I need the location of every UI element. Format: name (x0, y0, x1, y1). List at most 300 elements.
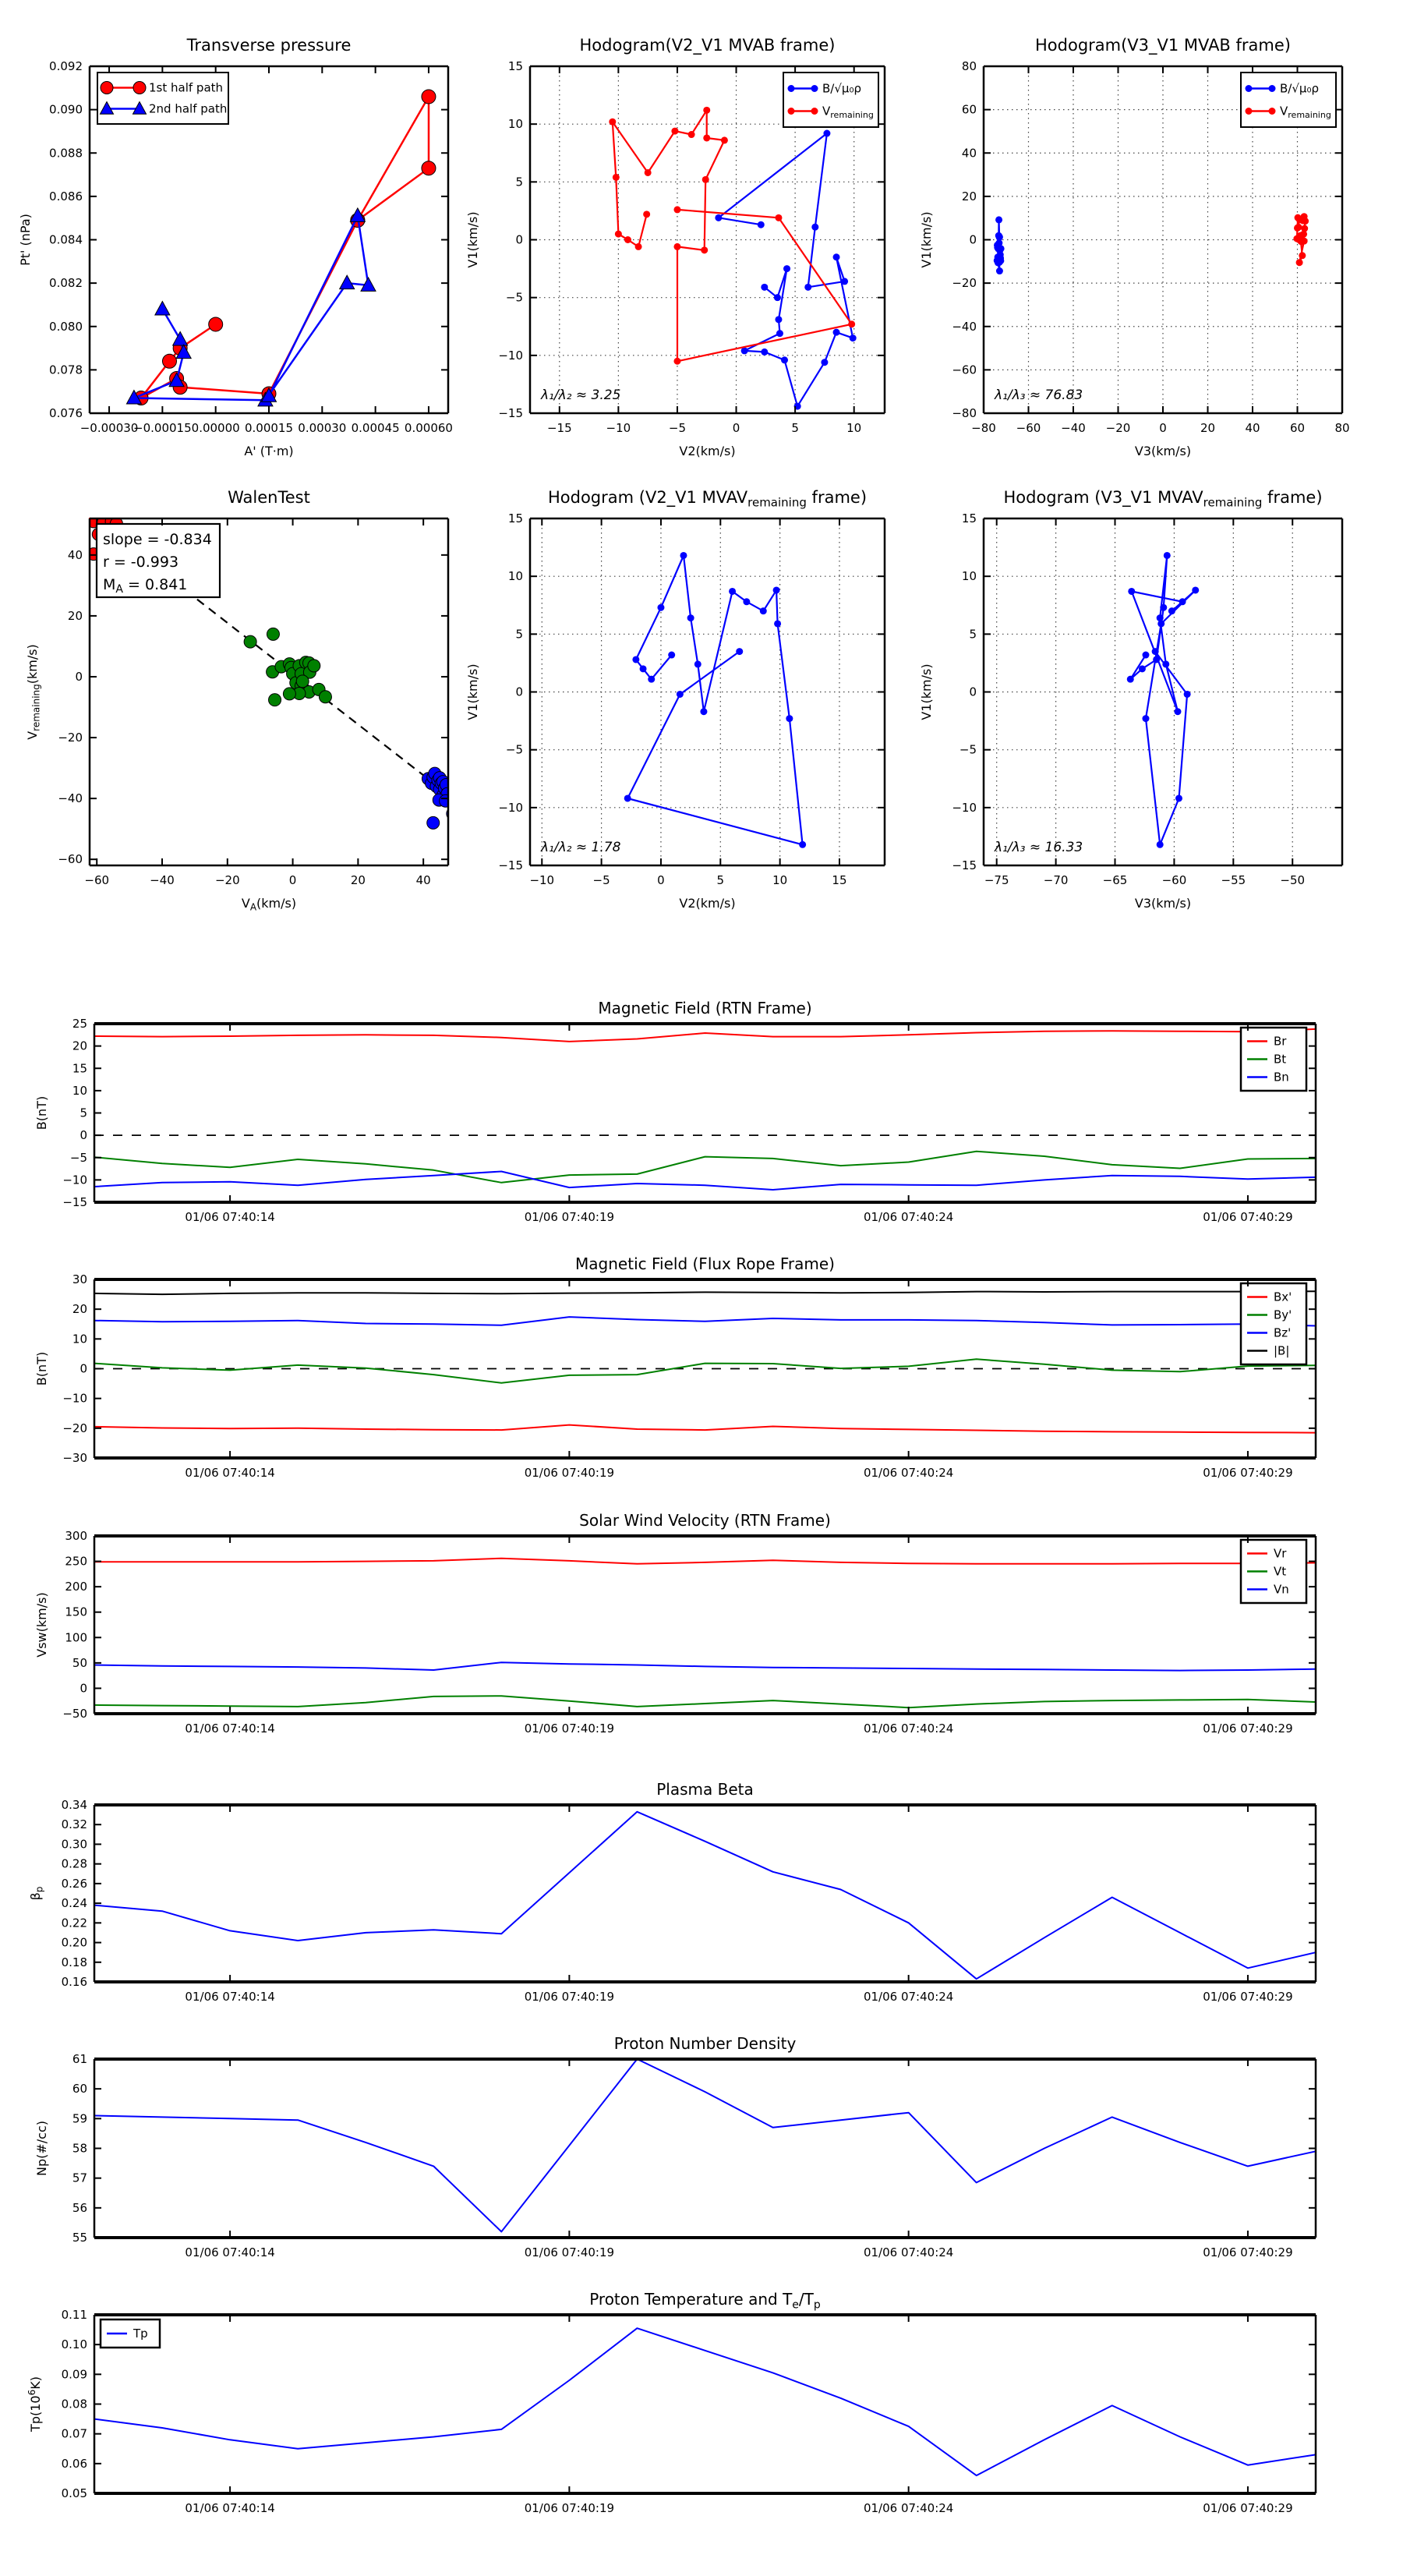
series-Vt (94, 1696, 1316, 1707)
ytick-label: 61 (72, 2052, 87, 2066)
point-marker (1157, 614, 1164, 621)
ytick-label: 56 (72, 2200, 87, 2215)
xtick-label: −0.00030 (80, 421, 139, 435)
x-axis-label: V3(km/s) (1134, 896, 1192, 911)
xtick-label: 15 (832, 873, 847, 887)
panel-proton-temperature (27, 2290, 1316, 2515)
point-marker (848, 320, 855, 327)
panel-magnetic-field-rtn (34, 999, 1316, 1224)
point-marker (811, 108, 818, 115)
series-2nd half path (134, 216, 369, 400)
point-marker (781, 356, 788, 363)
ytick-label: 40 (67, 547, 83, 562)
xtick-label: −10 (529, 873, 555, 887)
xtick-label: 10 (846, 421, 862, 435)
ytick-label: −5 (959, 742, 977, 757)
xtick-label: 10 (772, 873, 788, 887)
point-marker (736, 648, 743, 655)
panel-hodogram-v2v1-mvav-remaining (465, 488, 885, 911)
xtick-label: 0.00015 (244, 421, 294, 435)
xtick-label: 60 (1289, 421, 1306, 435)
series-beta_p (94, 1812, 1316, 1979)
ytick-label: 0.086 (49, 189, 83, 203)
ytick-label: −15 (498, 858, 523, 872)
xtick-label: 01/06 07:40:19 (524, 1721, 615, 1736)
point-marker (715, 214, 722, 221)
ytick-label: 0.09 (61, 2367, 87, 2382)
panel-title: Hodogram (V2_V1 $MVAV_{remaining}$ frame) (547, 488, 868, 510)
ytick-label: −15 (498, 406, 523, 420)
y-axis-label: B(nT) (34, 1095, 49, 1131)
ytick-label: 150 (65, 1605, 87, 1619)
point-marker (1128, 588, 1135, 595)
xtick-label: 0 (288, 873, 297, 887)
point-marker (821, 359, 828, 366)
panel-magnetic-field-flux-rope (34, 1254, 1316, 1480)
point-marker (729, 588, 736, 595)
point-marker (1164, 552, 1171, 559)
ytick-label: −10 (62, 1391, 87, 1406)
ytick-label: −60 (952, 363, 977, 377)
ytick-label: 0.082 (49, 276, 83, 291)
legend-label: $V_{remaining}$ (822, 104, 874, 120)
xtick-label: −5 (592, 873, 610, 887)
ytick-label: 57 (72, 2171, 87, 2185)
legend-label: By' (1274, 1307, 1292, 1322)
xtick-label: −60 (1161, 873, 1187, 887)
y-axis-label: V1(km/s) (919, 663, 934, 720)
y-axis-label: Np(#/cc) (34, 2121, 49, 2176)
ytick-label: 0 (80, 1361, 87, 1376)
xtick-label: −20 (214, 873, 240, 887)
stats-line: slope = -0.834 (103, 531, 212, 548)
point-marker (632, 656, 639, 663)
ytick-label: −10 (62, 1173, 87, 1187)
xtick-label: −50 (1280, 873, 1306, 887)
ytick-label: 10 (72, 1083, 87, 1098)
ytick-label: 58 (72, 2141, 87, 2156)
panel-proton-number-density (34, 2034, 1316, 2259)
series-V_{remaining} (613, 110, 852, 361)
x-axis-label: V3(km/s) (1134, 444, 1192, 458)
point-marker (1179, 598, 1186, 605)
point-marker (774, 620, 781, 627)
legend-label: |B| (1274, 1343, 1290, 1358)
panel-walen-test (25, 488, 459, 913)
panel-title: Hodogram (V3_V1 $MVAV_{remaining}$ frame) (1003, 488, 1323, 510)
series-Br (94, 1029, 1316, 1042)
point-marker (850, 334, 857, 341)
ytick-label: 10 (72, 1332, 87, 1346)
xtick-label: 01/06 07:40:14 (185, 2245, 275, 2259)
point-marker (673, 243, 680, 250)
ytick-label: 0 (75, 669, 83, 684)
point-marker (635, 243, 642, 250)
point-marker (1162, 660, 1169, 667)
legend-label: Bx' (1274, 1290, 1292, 1304)
xtick-label: 40 (1245, 421, 1260, 435)
point-marker (811, 85, 818, 92)
point-marker (743, 598, 750, 605)
ytick-label: 0.088 (49, 146, 83, 161)
point-marker (1153, 656, 1160, 663)
xtick-label: 01/06 07:40:29 (1203, 1210, 1293, 1224)
ytick-label: 10 (507, 117, 523, 132)
series-|B| (94, 1291, 1316, 1294)
point-marker (1152, 648, 1159, 655)
point-marker (645, 169, 652, 176)
point-marker (162, 354, 176, 368)
panel-title: Proton Number Density (613, 2034, 797, 2053)
panel-title: Transverse pressure (186, 36, 352, 55)
point-marker (773, 586, 780, 593)
ytick-label: 0.078 (49, 363, 83, 377)
point-marker (1142, 652, 1149, 659)
ytick-label: 0.06 (61, 2456, 87, 2471)
point-marker (1168, 607, 1175, 614)
legend-label: Tp (133, 2327, 148, 2341)
point-marker (422, 90, 436, 104)
point-marker (668, 652, 675, 659)
point-marker (673, 358, 680, 365)
stats-line: $M_A = 0.841$ (103, 576, 188, 596)
xtick-label: 01/06 07:40:14 (185, 1990, 275, 2004)
xtick-label: 01/06 07:40:29 (1203, 1721, 1293, 1736)
xtick-label: 01/06 07:40:24 (863, 1990, 954, 2004)
point-marker (688, 131, 695, 138)
ytick-label: 0.090 (49, 102, 83, 117)
xtick-label: 01/06 07:40:14 (185, 1721, 275, 1736)
point-marker (1174, 708, 1181, 715)
ytick-label: 5 (515, 627, 523, 642)
point-marker (308, 660, 320, 672)
ytick-label: 20 (67, 608, 83, 623)
xtick-label: 01/06 07:40:24 (863, 2245, 954, 2259)
ytick-label: 20 (72, 1302, 87, 1317)
ytick-label: 0.05 (61, 2486, 87, 2500)
point-marker (1139, 665, 1146, 672)
xtick-label: −55 (1221, 873, 1246, 887)
y-axis-label: $V_{remaining}(km/s)$ (25, 644, 42, 740)
ytick-label: 0.32 (61, 1817, 87, 1832)
point-marker (643, 211, 650, 218)
ytick-label: 0.08 (61, 2397, 87, 2411)
point-marker (673, 206, 680, 213)
y-axis-label: Pt' (nPa) (18, 214, 33, 266)
xtick-label: 5 (791, 421, 799, 435)
ytick-label: 0.080 (49, 319, 83, 334)
series-Bn (94, 1172, 1316, 1191)
ytick-label: −40 (58, 791, 83, 806)
ytick-label: 20 (72, 1039, 87, 1053)
legend-label: Vt (1274, 1564, 1287, 1579)
xtick-label: 01/06 07:40:19 (524, 2245, 615, 2259)
point-marker (998, 245, 1005, 252)
point-marker (624, 236, 631, 243)
legend-label: Bz' (1274, 1325, 1292, 1340)
point-marker (841, 278, 848, 285)
panel-hodogram-v3v1-mvav-remaining (919, 488, 1342, 911)
triangle-marker (155, 302, 170, 316)
ytick-label: 59 (72, 2111, 87, 2126)
ytick-label: −15 (952, 858, 977, 872)
ytick-label: 0.28 (61, 1856, 87, 1871)
legend-label: Br (1274, 1034, 1287, 1049)
ytick-label: −60 (58, 852, 83, 867)
ytick-label: 15 (961, 511, 977, 525)
point-marker (1127, 676, 1134, 683)
xtick-label: −75 (984, 873, 1009, 887)
point-marker (701, 246, 708, 253)
point-marker (133, 82, 146, 94)
panel-title: Proton Temperature and $T_e/T_p$ (589, 2290, 821, 2312)
ytick-label: 60 (72, 2082, 87, 2097)
point-marker (694, 660, 702, 667)
ytick-label: −5 (505, 742, 523, 757)
xtick-label: 0 (1159, 421, 1167, 435)
xtick-label: −60 (1016, 421, 1041, 435)
ytick-label: 15 (507, 59, 523, 73)
point-marker (671, 128, 678, 135)
ytick-label: 15 (507, 511, 523, 525)
ytick-label: 0 (515, 685, 523, 699)
point-marker (209, 317, 223, 331)
point-marker (648, 676, 655, 683)
point-marker (1300, 231, 1307, 238)
point-marker (1269, 108, 1276, 115)
y-axis-label: $\beta_p$ (28, 1886, 45, 1901)
ytick-label: 40 (961, 146, 977, 161)
ytick-label: 0 (80, 1681, 87, 1696)
ytick-label: 0.07 (61, 2426, 87, 2441)
ytick-label: 30 (72, 1272, 87, 1286)
point-marker (687, 614, 694, 621)
xtick-label: −10 (606, 421, 631, 435)
ytick-label: 250 (65, 1554, 87, 1569)
xtick-label: 01/06 07:40:14 (185, 1210, 275, 1224)
ytick-label: 10 (507, 569, 523, 584)
point-marker (995, 216, 1002, 223)
ytick-label: −10 (498, 348, 523, 363)
ytick-label: 0.11 (61, 2308, 87, 2322)
xtick-label: −20 (1105, 421, 1131, 435)
ytick-label: 100 (65, 1630, 87, 1645)
stats-line: r = -0.993 (103, 554, 179, 571)
xtick-label: 0 (657, 873, 665, 887)
point-marker (823, 130, 830, 137)
ytick-label: 0 (969, 232, 977, 247)
xtick-label: 01/06 07:40:29 (1203, 2245, 1293, 2259)
y-axis-label: V1(km/s) (919, 211, 934, 268)
point-marker (1246, 108, 1253, 115)
series-Tp (94, 2328, 1316, 2475)
y-axis-label: B(nT) (34, 1351, 49, 1386)
panel-title: WalenTest (228, 488, 310, 507)
panel-title: Magnetic Field (RTN Frame) (598, 999, 812, 1017)
series-Vr (94, 1559, 1316, 1564)
xtick-label: 20 (1200, 421, 1216, 435)
point-marker (1299, 252, 1306, 259)
ytick-label: 0.34 (61, 1798, 87, 1812)
point-marker (799, 841, 806, 848)
xtick-label: 01/06 07:40:29 (1203, 1466, 1293, 1480)
ytick-label: 0 (80, 1128, 87, 1143)
point-marker (1246, 85, 1253, 92)
xtick-label: 01/06 07:40:24 (863, 1466, 954, 1480)
point-marker (703, 107, 710, 114)
point-marker (613, 174, 620, 181)
ytick-label: 300 (65, 1529, 87, 1543)
panel-title: Hodogram(V2_V1 MVAB frame) (579, 36, 836, 55)
point-marker (786, 715, 793, 722)
point-marker (703, 134, 710, 141)
xtick-label: 40 (415, 873, 431, 887)
series-Bx' (94, 1425, 1316, 1433)
panel-title: Magnetic Field (Flux Rope Frame) (575, 1254, 835, 1273)
ytick-label: −30 (62, 1451, 87, 1465)
ytick-label: 25 (72, 1017, 87, 1031)
xtick-label: −0.00015 (133, 421, 192, 435)
point-marker (1269, 85, 1276, 92)
xtick-label: 5 (716, 873, 725, 887)
point-marker (776, 330, 783, 337)
triangle-marker (340, 275, 355, 289)
ytick-label: 0.092 (49, 59, 83, 73)
ytick-label: 0.10 (61, 2337, 87, 2352)
xtick-label: −5 (668, 421, 687, 435)
ytick-label: −5 (505, 290, 523, 305)
point-marker (283, 688, 295, 700)
annotation: λ₁/λ₃ ≈ 16.33 (995, 840, 1083, 855)
series-Bt (94, 1152, 1316, 1183)
ytick-label: 0.26 (61, 1876, 87, 1891)
ytick-label: −20 (62, 1421, 87, 1435)
xtick-label: 01/06 07:40:24 (863, 2501, 954, 2515)
annotation: λ₁/λ₃ ≈ 76.83 (995, 387, 1083, 403)
ytick-label: −5 (69, 1150, 87, 1165)
point-marker (760, 607, 767, 614)
xtick-label: 01/06 07:40:19 (524, 2501, 615, 2515)
point-marker (1157, 620, 1164, 627)
legend-label: B/√μ₀ρ (1280, 81, 1319, 96)
point-marker (1142, 715, 1149, 722)
legend-label: $V_{remaining}$ (1280, 104, 1331, 120)
point-marker (783, 265, 790, 272)
ytick-label: 0.18 (61, 1955, 87, 1969)
panel-title: Hodogram(V3_V1 MVAB frame) (1035, 36, 1291, 55)
x-axis-label: $V_A(km/s)$ (241, 896, 297, 913)
series-Vn (94, 1662, 1316, 1670)
panel-title: Solar Wind Velocity (RTN Frame) (579, 1511, 831, 1530)
ytick-label: 5 (515, 175, 523, 189)
xtick-label: 01/06 07:40:14 (185, 2501, 275, 2515)
xtick-label: 01/06 07:40:29 (1203, 2501, 1293, 2515)
point-marker (1184, 691, 1191, 698)
panel-plasma-beta (28, 1780, 1316, 2004)
legend-label: B/√μ₀ρ (822, 81, 861, 96)
panel-title: Plasma Beta (656, 1780, 754, 1799)
ytick-label: −50 (62, 1707, 87, 1721)
xtick-label: 0.00045 (351, 421, 400, 435)
ytick-label: 55 (72, 2231, 87, 2245)
point-marker (440, 794, 452, 807)
ytick-label: 50 (72, 1655, 87, 1670)
point-marker (700, 708, 707, 715)
xtick-label: −65 (1102, 873, 1128, 887)
point-marker (775, 214, 782, 221)
panel-hodogram-v3v1-mvab (919, 36, 1350, 458)
legend-label: Vr (1274, 1546, 1287, 1561)
legend-label: 1st half path (149, 80, 224, 95)
xtick-label: 01/06 07:40:19 (524, 1466, 615, 1480)
ytick-label: 10 (961, 569, 977, 584)
point-marker (788, 85, 795, 92)
xtick-label: 01/06 07:40:19 (524, 1210, 615, 1224)
series-V (1130, 556, 1195, 845)
point-marker (788, 108, 795, 115)
ytick-label: −10 (952, 800, 977, 815)
point-marker (422, 161, 436, 175)
annotation: λ₁/λ₂ ≈ 3.25 (541, 387, 621, 403)
point-marker (833, 253, 840, 260)
x-axis-label: V2(km/s) (679, 444, 736, 458)
xtick-label: −40 (150, 873, 175, 887)
ytick-label: −40 (952, 319, 977, 334)
point-marker (1302, 218, 1309, 225)
point-marker (657, 604, 664, 611)
point-marker (774, 294, 781, 301)
annotation: λ₁/λ₂ ≈ 1.78 (541, 840, 621, 855)
point-marker (702, 176, 709, 183)
xtick-label: 0.00000 (191, 421, 240, 435)
point-marker (761, 349, 768, 356)
panel-transverse-pressure (18, 36, 453, 458)
ytick-label: 0.076 (49, 406, 83, 420)
xtick-label: 0.00030 (298, 421, 347, 435)
panel-hodogram-v2v1-mvab (465, 36, 885, 458)
point-marker (244, 635, 256, 648)
y-axis-label: $Tp(10^6K)$ (26, 2376, 43, 2432)
xtick-label: 01/06 07:40:19 (524, 1990, 615, 2004)
ytick-label: 0.084 (49, 232, 83, 247)
ytick-label: −80 (952, 406, 977, 420)
xtick-label: 0.00060 (404, 421, 453, 435)
y-axis-label: Vsw(km/s) (34, 1592, 49, 1658)
xtick-label: −60 (84, 873, 110, 887)
point-marker (811, 224, 818, 231)
ytick-label: 0.16 (61, 1975, 87, 1989)
point-marker (319, 691, 331, 703)
ytick-label: 200 (65, 1580, 87, 1594)
ytick-label: 0 (969, 685, 977, 699)
x-axis-label: A' (T·m) (244, 444, 294, 458)
ytick-label: 20 (961, 189, 977, 203)
point-marker (677, 691, 684, 698)
panel-solar-wind-velocity-rtn (34, 1511, 1316, 1736)
point-marker (775, 316, 782, 323)
ytick-label: 5 (969, 627, 977, 642)
point-marker (267, 628, 279, 640)
ytick-label: 0.30 (61, 1837, 87, 1852)
y-axis-label: V1(km/s) (465, 211, 480, 268)
point-marker (269, 694, 281, 706)
legend-label: 2nd half path (149, 101, 228, 116)
xtick-label: 01/06 07:40:14 (185, 1466, 275, 1480)
ytick-label: −20 (58, 731, 83, 745)
xtick-label: −15 (546, 421, 572, 435)
series-V (627, 556, 802, 845)
point-marker (833, 329, 840, 336)
